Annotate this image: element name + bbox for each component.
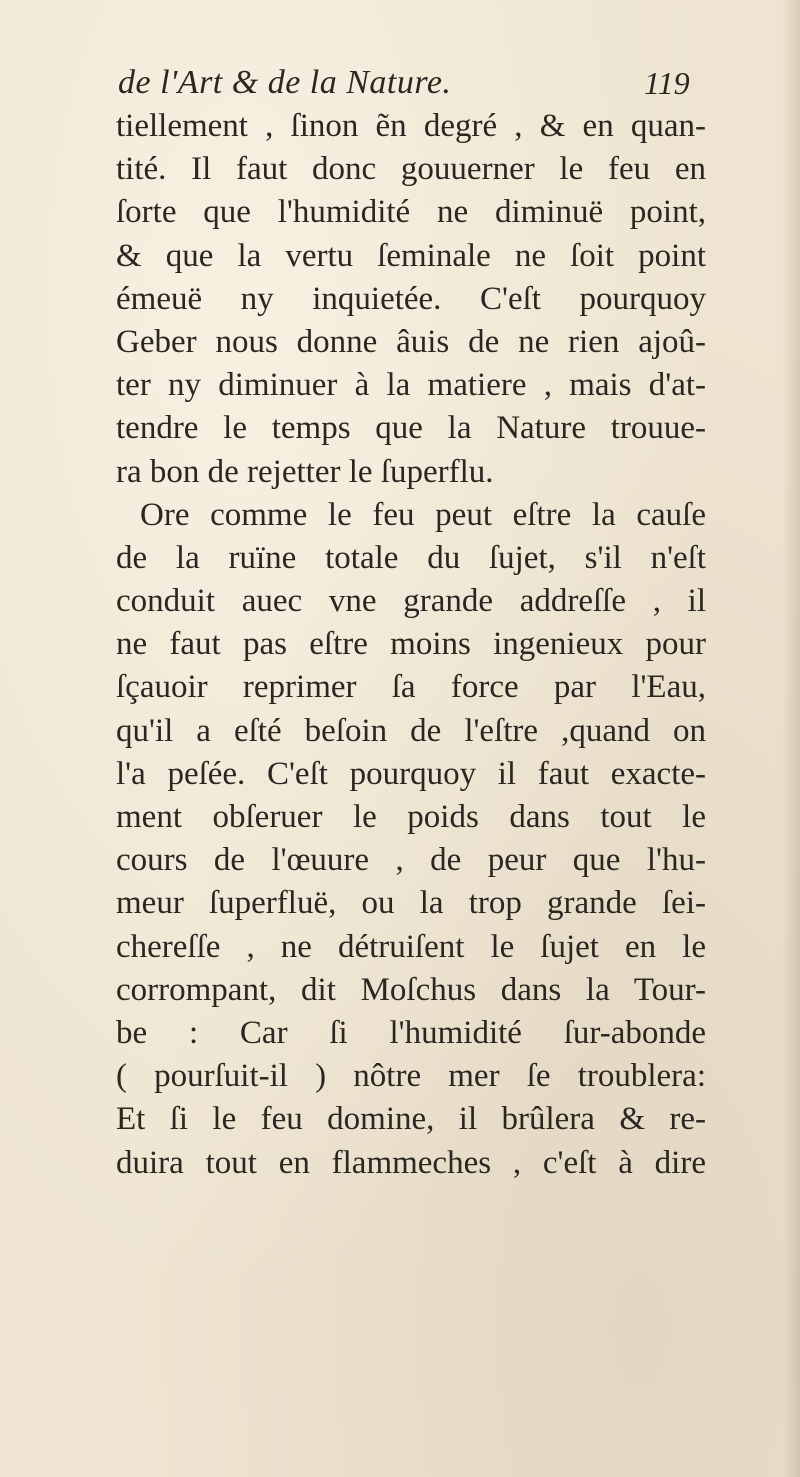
text-line: de la ruïne totale du ſujet, s'il n'eſt bbox=[116, 539, 706, 576]
running-head: de l'Art & de la Nature. bbox=[118, 64, 452, 101]
text-line: Ore comme le feu peut eſtre la cauſe bbox=[140, 496, 706, 533]
text-line: l'a peſée. C'eſt pourquoy il faut exacte- bbox=[116, 755, 706, 792]
text-line: ( pourſuit-il ) nôtre mer ſe troublera: bbox=[116, 1058, 706, 1095]
text-line: conduit auec vne grande addreſſe , il bbox=[116, 583, 706, 620]
text-line: tendre le temps que la Nature trouue- bbox=[116, 410, 706, 447]
text-line: ment obſeruer le poids dans tout le bbox=[116, 799, 706, 835]
text-line: chereſſe , ne détruiſent le ſujet en le bbox=[116, 928, 706, 965]
text-line: qu'il a eſté beſoin de l'eſtre ,quand on bbox=[116, 712, 706, 749]
text-line: ter ny diminuer à la matiere , mais d'at- bbox=[116, 367, 706, 404]
page-number: 119 bbox=[644, 65, 690, 101]
text-line: tité. Il faut donc gouuerner le feu en bbox=[116, 151, 706, 188]
text-line: ſorte que l'humidité ne diminuë point, bbox=[116, 194, 706, 231]
body-text bbox=[116, 105, 706, 1185]
text-line: cours de l'œuure , de peur que l'hu- bbox=[116, 842, 706, 879]
text-line: tiellement , ſinon ẽn degré , & en quan- bbox=[116, 108, 706, 144]
text-line: ne faut pas eſtre moins ingenieux pour bbox=[116, 626, 706, 663]
text-line: corrompant, dit Moſchus dans la Tour- bbox=[116, 971, 706, 1008]
text-line: & que la vertu ſeminale ne ſoit point bbox=[116, 237, 706, 274]
text-line: Geber nous donne âuis de ne rien ajoû- bbox=[116, 323, 706, 360]
text-line: meur ſuperfluë, ou la trop grande ſei- bbox=[116, 885, 706, 922]
text-line: émeuë ny inquietée. C'eſt pourquoy bbox=[116, 280, 706, 317]
text-line: ra bon de rejetter le ſuperflu. bbox=[116, 453, 494, 490]
page-edge-shadow bbox=[782, 0, 800, 1477]
page-header bbox=[118, 60, 690, 106]
text-line: ſçauoir reprimer ſa force par l'Eau, bbox=[116, 669, 706, 706]
text-line: duira tout en flammeches , c'eſt à dire bbox=[116, 1144, 706, 1181]
text-line: Et ſi le feu domine, il brûlera & re- bbox=[116, 1101, 706, 1138]
text-line: be : Car ſi l'humidité ſur-abonde bbox=[116, 1014, 706, 1051]
